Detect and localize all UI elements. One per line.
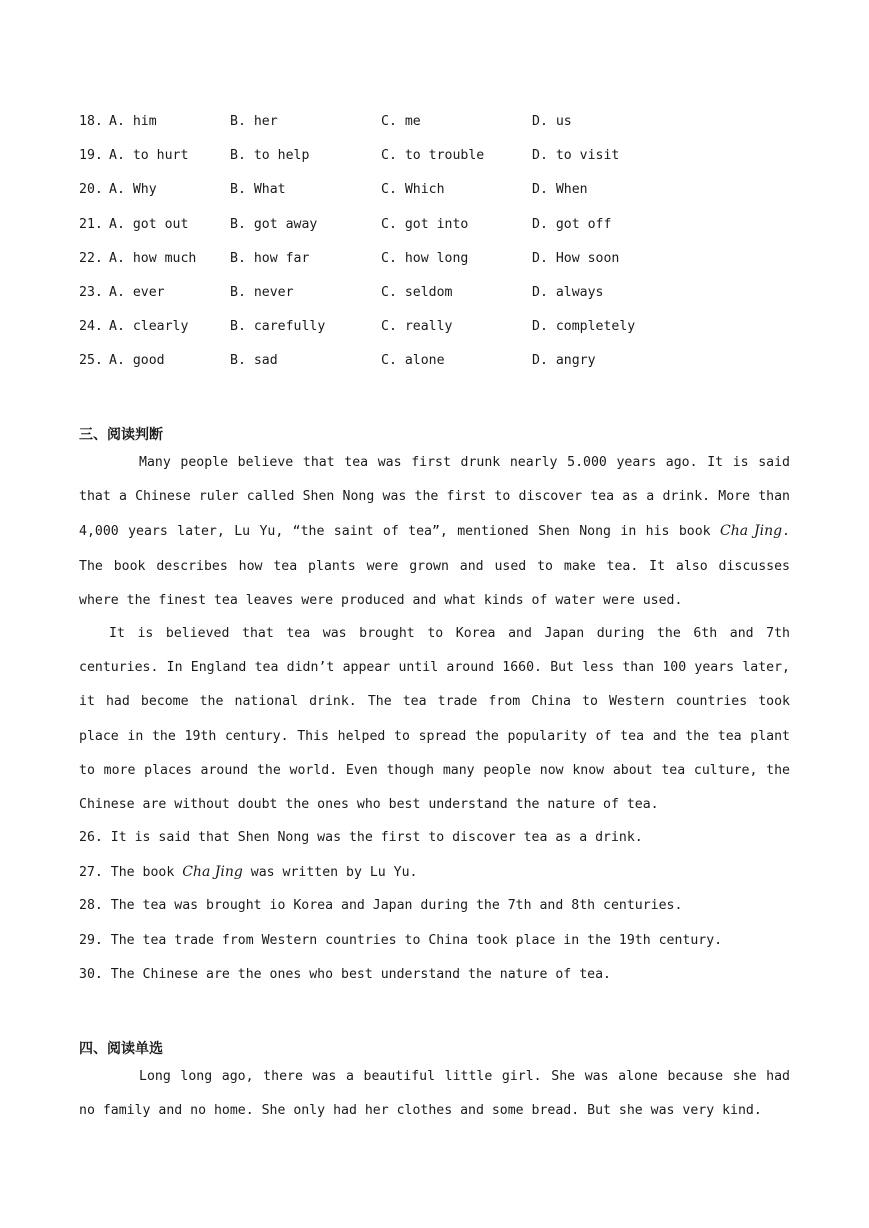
option-c: C. alone — [381, 353, 445, 369]
statement-text: was written by Lu Yu. — [242, 865, 418, 881]
option-d: D. When — [532, 182, 588, 198]
reading-paragraph-3: Long long ago, there was a beautiful little girl. She was alone because she had no family and no home. She only had her clothes and some bread. But she was very kind. — [79, 1069, 790, 1119]
option-a: A. to hurt — [109, 148, 189, 164]
option-row-19 — [79, 146, 799, 180]
option-a: A. good — [109, 353, 165, 369]
option-a: A. got out — [109, 216, 189, 232]
option-b: B. how far — [230, 250, 310, 266]
option-c: C. seldom — [381, 284, 453, 300]
option-c: C. to trouble — [381, 148, 485, 164]
paragraph-text: Many people believe that tea was first drunk nearly 5.000 years ago. It is said that a Chinese ruler called Shen Nong was the first to discover tea as a drink. More than 4,000 years later, Lu Yu, “the saint of tea”, mentioned Shen Nong in his book — [79, 455, 790, 540]
question-number: 24. — [79, 319, 103, 335]
option-row-21 — [79, 215, 799, 249]
question-number: 18. — [79, 114, 103, 129]
option-d: D. How soon — [532, 250, 620, 266]
option-c: C. me — [381, 114, 421, 129]
option-c: C. got into — [381, 216, 469, 232]
option-d: D. always — [532, 284, 604, 300]
option-row-18 — [79, 112, 799, 146]
option-row-22 — [79, 249, 799, 283]
question-number: 22. — [79, 250, 103, 266]
option-b: B. never — [230, 284, 294, 300]
option-d: D. got off — [532, 216, 612, 232]
option-b: B. her — [230, 114, 278, 129]
option-c: C. how long — [381, 250, 469, 266]
section-3-heading: 三、阅读判断 — [79, 427, 163, 443]
reading-paragraph-1 — [79, 446, 790, 618]
section-4-heading: 四、阅读单选 — [79, 1041, 163, 1057]
statement-29: 29. The tea trade from Western countries to China took place in the 19th century. — [79, 932, 723, 948]
statement-26: 26. It is said that Shen Nong was the first to discover tea as a drink. — [79, 830, 643, 845]
option-b: B. to help — [230, 148, 310, 164]
option-a: A. ever — [109, 284, 165, 300]
cloze-options — [79, 112, 799, 386]
book-title: Cha Jing — [720, 523, 783, 540]
option-d: D. angry — [532, 353, 596, 369]
option-c: C. really — [381, 319, 453, 335]
true-false-statements — [79, 828, 799, 999]
option-a: A. Why — [109, 182, 157, 198]
option-b: B. carefully — [230, 319, 326, 335]
option-d: D. us — [532, 114, 572, 129]
option-b: B. sad — [230, 353, 278, 369]
paragraph-text: . The book describes how tea plants were grown and used to make tea. It also discusses where the finest tea leaves were produced and what kinds of water were used. — [79, 524, 790, 608]
option-b: B. What — [230, 182, 286, 198]
option-d: D. completely — [532, 319, 636, 335]
reading-paragraph-2: It is believed that tea was brought to Korea and Japan during the 6th and 7th centuries. In England tea didn’t appear until around 1660. But less than 100 years later, it had become the national drink. The tea trade from China to Western countries took place in the 19th century. This helped to spread the popularity of tea and the tea plant to more places around the world. Even though many people now know about tea culture, the Chinese are without doubt the ones who best understand the nature of tea. — [79, 626, 790, 813]
question-number: 20. — [79, 182, 103, 198]
option-a: A. how much — [109, 250, 197, 266]
option-row-23 — [79, 283, 799, 317]
statement-28: 28. The tea was brought io Korea and Japan during the 7th and 8th centuries. — [79, 898, 683, 914]
book-title: Cha Jing — [182, 864, 243, 881]
option-a: A. clearly — [109, 319, 189, 335]
question-number: 23. — [79, 284, 103, 300]
option-c: C. Which — [381, 182, 445, 198]
option-row-25 — [79, 351, 799, 385]
option-row-20 — [79, 180, 799, 214]
option-row-24 — [79, 317, 799, 351]
question-number: 21. — [79, 216, 103, 232]
statement-30: 30. The Chinese are the ones who best understand the nature of tea. — [79, 966, 611, 982]
option-d: D. to visit — [532, 148, 620, 164]
question-number: 19. — [79, 148, 103, 164]
option-b: B. got away — [230, 216, 318, 232]
statement-text: 27. The book — [79, 865, 183, 881]
question-number: 25. — [79, 353, 103, 369]
statement-27 — [79, 862, 799, 896]
option-a: A. him — [109, 114, 157, 129]
